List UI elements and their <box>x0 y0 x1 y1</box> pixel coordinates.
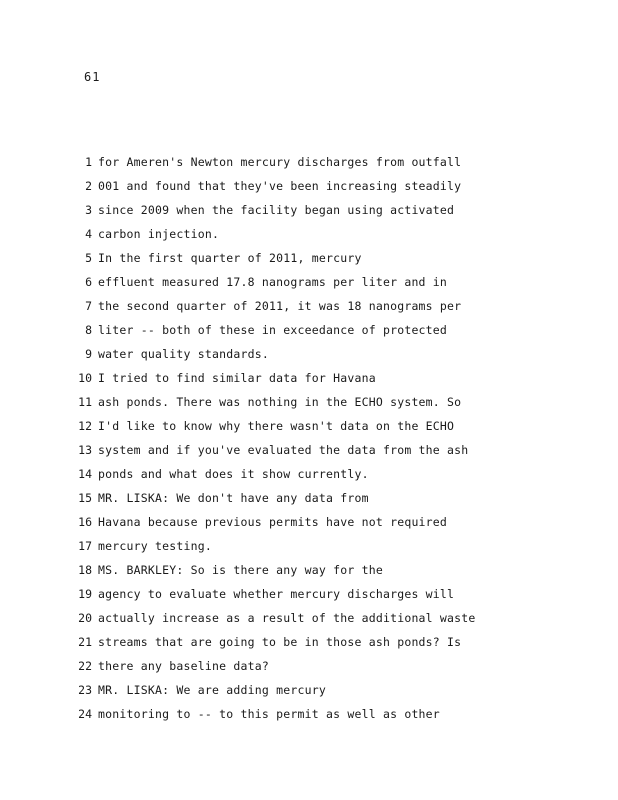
line-text: system and if you've evaluated the data from the ash <box>98 443 469 457</box>
line-text: mercury testing. <box>98 539 212 553</box>
line-text: there any baseline data? <box>98 659 269 673</box>
transcript-line <box>74 392 462 416</box>
line-number: 8 <box>85 323 92 337</box>
line-number: 12 <box>78 419 92 433</box>
line-number: 13 <box>78 443 92 457</box>
transcript-body <box>74 152 476 728</box>
transcript-line <box>74 368 454 392</box>
transcript-line <box>74 248 454 272</box>
transcript-line <box>74 536 454 560</box>
transcript-line <box>74 680 454 704</box>
line-text: 001 and found that they've been increasing steadily <box>98 179 462 193</box>
line-text: I tried to find similar data for Havana <box>98 371 376 385</box>
line-number: 7 <box>85 299 92 313</box>
transcript-line <box>74 344 454 368</box>
line-text: MS. BARKLEY: So is there any way for the <box>98 563 383 577</box>
line-text: ponds and what does it show currently. <box>98 467 369 481</box>
line-number: 2 <box>85 179 92 193</box>
line-number: 3 <box>85 203 92 217</box>
transcript-line <box>74 512 454 536</box>
line-number: 11 <box>78 395 92 409</box>
line-number: 18 <box>78 563 92 577</box>
transcript-line <box>74 608 476 632</box>
page-number: 61 <box>84 70 101 84</box>
transcript-line <box>74 176 462 200</box>
line-number: 14 <box>78 467 92 481</box>
transcript-line <box>74 272 454 296</box>
line-text: carbon injection. <box>98 227 220 241</box>
line-text: agency to evaluate whether mercury discharges will <box>98 587 455 601</box>
line-text: Havana because previous permits have not required <box>98 515 448 529</box>
line-number: 23 <box>78 683 92 697</box>
line-text: effluent measured 17.8 nanograms per liter and in <box>98 275 448 289</box>
line-text: actually increase as a result of the additional waste <box>98 611 476 625</box>
transcript-line <box>74 152 462 176</box>
line-number: 19 <box>78 587 92 601</box>
line-text: liter -- both of these in exceedance of protected <box>98 323 448 337</box>
line-number: 22 <box>78 659 92 673</box>
line-text: ash ponds. There was nothing in the ECHO system. So <box>98 395 462 409</box>
line-text: MR. LISKA: We are adding mercury <box>98 683 326 697</box>
line-number: 24 <box>78 707 92 721</box>
line-number: 20 <box>78 611 92 625</box>
line-text: since 2009 when the facility began using activated <box>98 203 455 217</box>
line-number: 6 <box>85 275 92 289</box>
line-text: In the first quarter of 2011, mercury <box>98 251 362 265</box>
transcript-line <box>74 320 454 344</box>
line-text: monitoring to -- to this permit as well as other <box>98 707 440 721</box>
transcript-line <box>74 416 454 440</box>
line-text: MR. LISKA: We don't have any data from <box>98 491 369 505</box>
line-number: 4 <box>85 227 92 241</box>
transcript-line <box>74 584 454 608</box>
transcript-line <box>74 488 454 512</box>
line-number: 5 <box>85 251 92 265</box>
transcript-line <box>74 200 454 224</box>
transcript-line <box>74 464 454 488</box>
line-number: 9 <box>85 347 92 361</box>
transcript-line <box>74 560 454 584</box>
transcript-line <box>74 704 454 728</box>
line-text: the second quarter of 2011, it was 18 nanograms per <box>98 299 462 313</box>
transcript-line <box>74 656 454 680</box>
line-text: streams that are going to be in those ash ponds? Is <box>98 635 462 649</box>
line-number: 15 <box>78 491 92 505</box>
line-text: water quality standards. <box>98 347 269 361</box>
line-number: 17 <box>78 539 92 553</box>
transcript-line <box>74 632 462 656</box>
line-text: I'd like to know why there wasn't data on the ECHO <box>98 419 455 433</box>
line-number: 1 <box>85 155 92 169</box>
transcript-line <box>74 224 454 248</box>
line-text: for Ameren's Newton mercury discharges from outfall <box>98 155 462 169</box>
transcript-line <box>74 440 469 464</box>
line-number: 16 <box>78 515 92 529</box>
line-number: 10 <box>78 371 92 385</box>
line-number: 21 <box>78 635 92 649</box>
transcript-line <box>74 296 462 320</box>
